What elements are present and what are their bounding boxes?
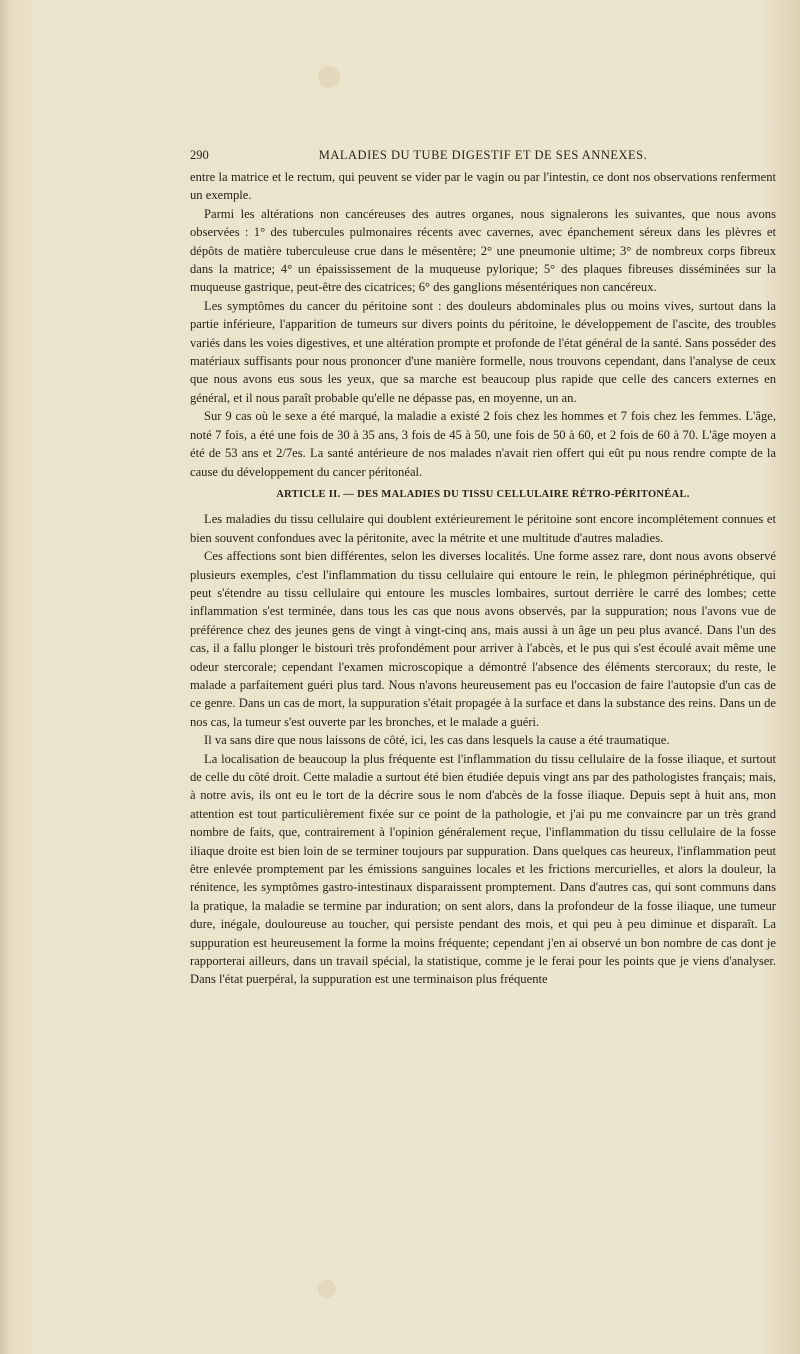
running-title: MALADIES DU TUBE DIGESTIF ET DE SES ANNEXES. bbox=[318, 148, 648, 162]
paragraph: Il va sans dire que nous laissons de côté, ici, les cas dans lesquels la cause a été traumatique. bbox=[204, 733, 670, 748]
section-heading: ARTICLE II. — DES MALADIES DU TISSU CELLULAIRE RÉTRO-PÉRITONÉAL. bbox=[276, 488, 690, 500]
paragraph: Parmi les altérations non cancéreuses des autres organes, nous signalerons les suivantes, que nous avons observées : 1° des tubercules pulmonaires récents avec cavernes, avec épanchement séreux dans les plèvres et dépôts de matière tuberculeuse crue dans le mésentère; 2° une pneumonie ultime; 3° de nombreux corps fibreux dans la matrice; 4° un épaississement de la muqueuse pylorique; 5° des plaques fibreuses disséminées sur la muqueuse gastrique, peut-être des cicatrices; 6° des ganglions mésentériques non cancéreux. bbox=[190, 206, 776, 295]
paragraph: Ces affections sont bien différentes, selon les diverses localités. Une forme assez rare, dont nous avons observé plusieurs exemples, c'est l'inflammation du tissu cellulaire qui entoure le rein, le phlegmon périnéphrétique, qui peut s'étendre au tissu cellulaire qui entoure les muscles lombaires, surtout derrière le carré des lombes; cette inflammation s'est terminée, dans tous les cas que nous avons observés, par la suppuration; nous l'avons vue de préférence chez des jeunes gens de vingt à vingt-cinq ans, mais aussi à un âge un peu plus avancé. Dans l'un des cas, il a fallu plonger le bistouri très profondément pour arriver à l'abcès, et le pus qui s'est écoulé avait même une odeur stercorale; cependant l'examen microscopique a démontré l'absence des éléments stercoraux; du reste, le malade a parfaitement guéri plus tard. Nous n'avons heureusement pas eu l'occasion de faire l'autopsie d'un cas de ce genre. Dans un cas de mort, la suppuration s'était propagée à la surface et dans la substance des reins. Dans un de nos cas, la tumeur s'est ouverte par les bronches, et le malade a guéri. bbox=[190, 549, 776, 729]
paragraph: entre la matrice et le rectum, qui peuvent se vider par le vagin ou par l'intestin, ce dont nos observations renferment un exemple. bbox=[190, 170, 776, 203]
paper-stain bbox=[318, 66, 340, 88]
paragraph: Sur 9 cas où le sexe a été marqué, la maladie a existé 2 fois chez les hommes et 7 fois chez les femmes. L'âge, noté 7 fois, a été une fois de 30 à 35 ans, 3 fois de 45 à 50, une fois de 50 à 60, et 2 fois de 60 à 70. L'âge moyen a été de 53 ans et 2/7es. La santé antérieure de nos malades n'avait rien offert qui eût pu nous rendre compte de la cause du développement du cancer péritonéal. bbox=[190, 409, 776, 479]
paragraph: Les symptômes du cancer du péritoine sont : des douleurs abdominales plus ou moins vives, surtout dans la partie inférieure, l'apparition de tumeurs sur divers points du péritoine, le développement de l'ascite, des troubles variés dans les voies digestives, et une altération prompte et profonde de l'état général de la santé. Sans posséder des matériaux suffisants pour nous prononcer d'une manière formelle, nous trouvons cependant, dans l'analyse de ceux que nous avons eus sous les yeux, que sa marche est beaucoup plus rapide que celle des cancers externes en général, et il nous paraît probable qu'elle ne dépasse pas, en moyenne, un an. bbox=[190, 298, 776, 405]
paper-stain bbox=[318, 1280, 336, 1298]
paragraph: Les maladies du tissu cellulaire qui doublent extérieurement le péritoine sont encore incomplétement connues et bien souvent confondues avec la péritonite, avec la métrite et une multitude d'autres maladies. bbox=[190, 512, 776, 545]
paragraph: La localisation de beaucoup la plus fréquente est l'inflammation du tissu cellulaire de la fosse iliaque, et surtout de celle du côté droit. Cette maladie a surtout été bien étudiée depuis vingt ans par des pathologistes français; mais, à notre avis, ils ont eu le tort de la décrire sous le nom d'abcès de la fosse iliaque. Depuis sept à huit ans, mon attention est tout particulièrement fixée sur ce point de la pathologie, et j'ai pu me convaincre par un très grand nombre de faits, que, contrairement à l'opinion généralement reçue, l'inflammation du tissu cellulaire de la fosse iliaque droite est bien loin de se terminer toujours par suppuration. Dans quelques cas heureux, l'inflammation peut être enlevée promptement par les émissions sanguines locales et les frictions mercurielles, et alors la douleur, la rénitence, les symptômes gastro-intestinaux disparaissent promptement. Dans d'autres cas, qui sont communs dans la pratique, la maladie se termine par induration; on sent alors, dans la profondeur de la fosse iliaque, une tumeur dure, inégale, douloureuse au toucher, qui persiste pendant des mois, et qui peu à peu diminue et disparaît. La suppuration est heureusement la forme la moins fréquente; cependant j'en ai observé un bon nombre de cas dont je rapporterai ailleurs, dans un travail spécial, la statistique, comme je le ferai pour les points que je viens d'analyser. Dans l'état puerpéral, la suppuration est une terminaison plus fréquente bbox=[190, 751, 776, 987]
page-number: 290 bbox=[190, 148, 209, 162]
page-header bbox=[190, 148, 776, 166]
body-text bbox=[190, 168, 776, 989]
